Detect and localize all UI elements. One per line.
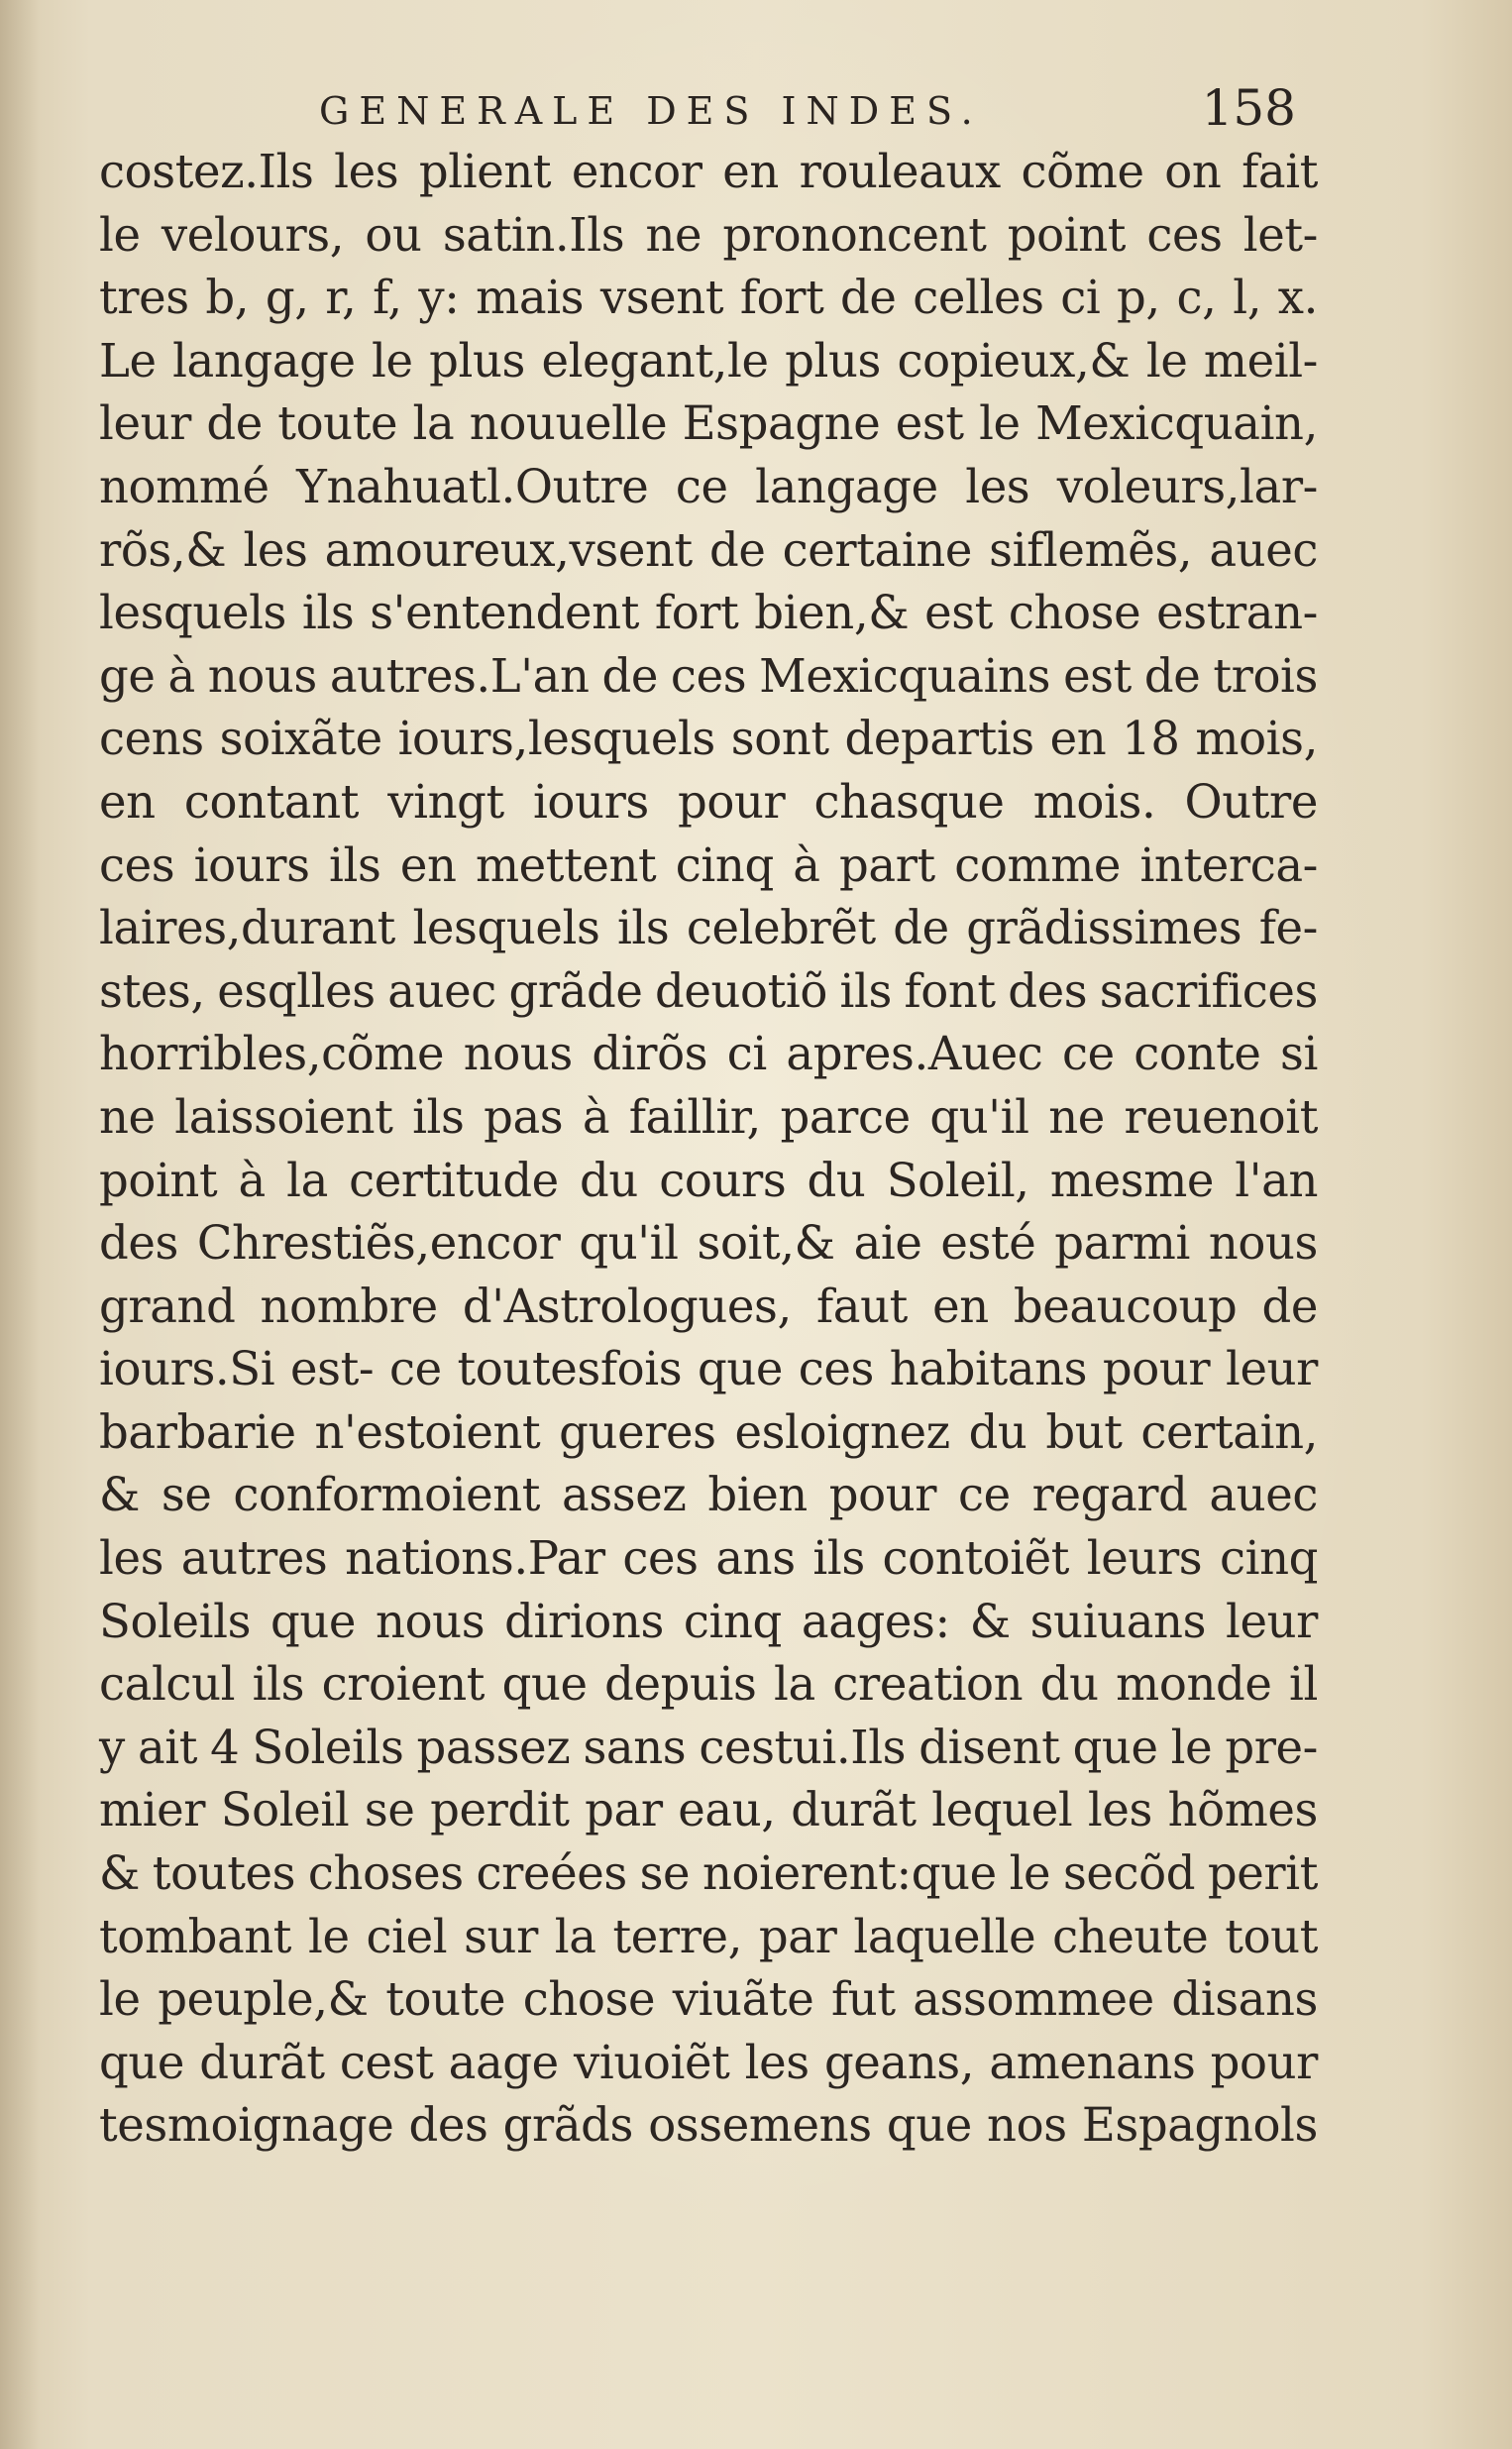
text-line: tombant le ciel sur la terre, par laquelle cheute tout xyxy=(99,1909,1318,1963)
page-number: 158 xyxy=(1201,79,1296,137)
text-line: horribles,cõme nous dirõs ci apres.Auec ce conte si xyxy=(99,1027,1318,1081)
page-header xyxy=(99,79,1308,143)
text-line: cens soixãte iours,lesquels sont departis en 18 mois, xyxy=(99,712,1318,766)
gutter-shadow xyxy=(0,0,40,2449)
text-line: que durãt cest aage viuoiẽt les geans, amenans pour xyxy=(99,2035,1318,2089)
text-line: mier Soleil se perdit par eau, durãt lequel les hõmes xyxy=(99,1783,1318,1837)
text-line: & toutes choses creées se noierent:que le secõd perit xyxy=(99,1846,1318,1901)
text-line: le velours, ou satin.Ils ne prononcent point ces let- xyxy=(99,207,1318,262)
text-line: ne laissoient ils pas à faillir, parce qu'il ne reuenoit xyxy=(99,1089,1318,1144)
text-line: Le langage le plus elegant,le plus copieux,& le meil- xyxy=(99,333,1318,388)
running-head: GENERALE DES INDES. xyxy=(319,89,983,133)
text-line: Soleils que nous dirions cinq aages: & suiuans leur xyxy=(99,1594,1318,1648)
body-text xyxy=(99,141,1318,2321)
text-line: ge à nous autres.L'an de ces Mexicquains est de trois xyxy=(99,648,1318,703)
text-line: laires,durant lesquels ils celebrẽt de grãdissimes fe- xyxy=(99,901,1318,955)
text-line: iours.Si est- ce toutesfois que ces habitans pour leur xyxy=(99,1342,1318,1396)
text-line: lesquels ils s'entendent fort bien,& est chose estran- xyxy=(99,586,1318,640)
text-line: y ait 4 Soleils passez sans cestui.Ils disent que le pre- xyxy=(99,1720,1318,1774)
text-line: stes, esqlles auec grãde deuotiõ ils font des sacrifices xyxy=(99,963,1318,1018)
text-line: les autres nations.Par ces ans ils contoiẽt leurs cinq xyxy=(99,1531,1318,1586)
text-line: & se conformoient assez bien pour ce regard auec xyxy=(99,1468,1318,1522)
text-line: rõs,& les amoureux,vsent de certaine siflemẽs, auec xyxy=(99,522,1318,577)
text-line: barbarie n'estoient gueres esloignez du but certain, xyxy=(99,1404,1318,1459)
text-line: grand nombre d'Astrologues, faut en beaucoup de xyxy=(99,1279,1318,1333)
text-line: tres b, g, r, f, y: mais vsent fort de celles ci p, c, l, x. xyxy=(99,271,1318,325)
text-line: calcul ils croient que depuis la creation du monde il xyxy=(99,1657,1318,1712)
text-line: le peuple,& toute chose viuãte fut assommee disans xyxy=(99,1972,1318,2027)
text-line: des Chrestiẽs,encor qu'il soit,& aie esté parmi nous xyxy=(99,1216,1318,1271)
text-line: ces iours ils en mettent cinq à part comme interca- xyxy=(99,837,1318,892)
text-line: tesmoignage des grãds ossemens que nos Espagnols xyxy=(99,2098,1318,2153)
text-line: costez.Ils les plient encor en rouleaux cõme on fait xyxy=(99,145,1318,198)
text-line: point à la certitude du cours du Soleil, mesme l'an xyxy=(99,1153,1318,1207)
text-line: leur de toute la nouuelle Espagne est le Mexicquain, xyxy=(99,396,1318,451)
text-line: nommé Ynahuatl.Outre ce langage les voleurs,lar- xyxy=(99,459,1318,513)
text-line: en contant vingt iours pour chasque mois. Outre xyxy=(99,774,1318,829)
